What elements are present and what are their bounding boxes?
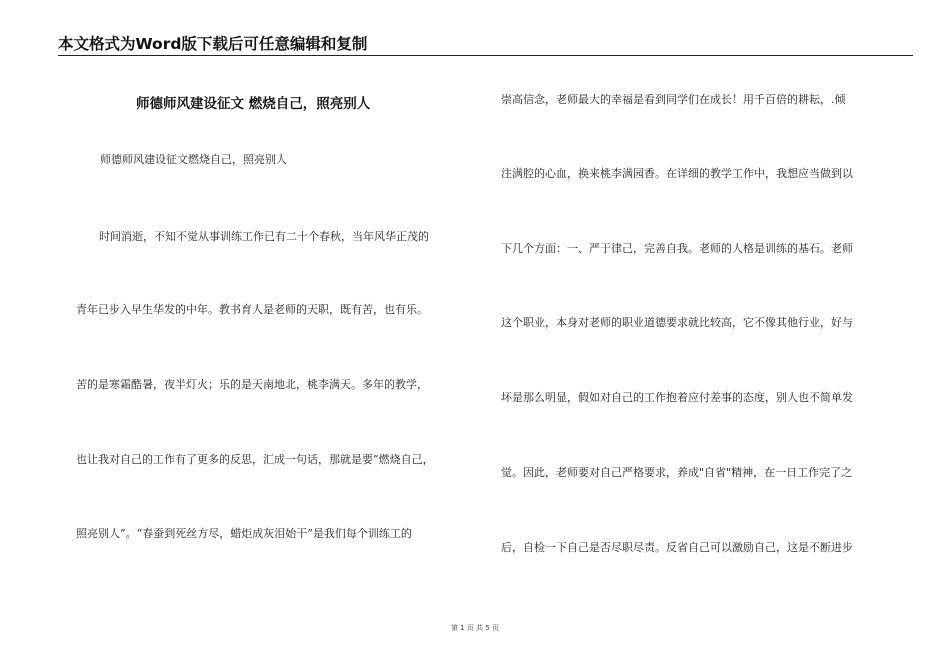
paragraph-line: 青年已步入早生华发的中年。教书育人是老师的天职，既有苦，也有乐。	[76, 303, 428, 316]
paragraph-line: 坏是那么明显，假如对自己的工作抱着应付差事的态度，别人也不简单发	[501, 391, 853, 404]
paragraph-line: 这个职业，本身对老师的职业道德要求就比较高，它不像其他行业，好与	[501, 316, 853, 329]
article-title: 师德师风建设征文 燃烧自己，照亮别人	[136, 96, 371, 112]
document-banner: 本文格式为Word版下载后可任意编辑和复制	[58, 35, 368, 53]
paragraph-line: 崇高信念，老师最大的幸福是看到同学们在成长！用千百倍的耕耘，.倾	[501, 93, 846, 106]
paragraph-line: 师德师风建设征文燃烧自己，照亮别人	[100, 153, 287, 166]
paragraph-line: 时间消逝，不知不觉从事训练工作已有二十个春秋，当年风华正茂的	[99, 230, 429, 243]
paragraph-line: 苦的是寒霜酷暑，夜半灯火；乐的是天南地北，桃李满天。多年的教学，	[76, 378, 428, 391]
paragraph-line: 注满腔的心血，换来桃李满园香。在详细的教学工作中，我想应当做到以	[501, 167, 853, 180]
paragraph-line: 觉。因此，老师要对自己严格要求，养成"自省"精神，在一日工作完了之	[501, 466, 853, 479]
paragraph-line: 下几个方面：一、严于律己，完善自我。老师的人格是训练的基石。老师	[501, 242, 853, 255]
paragraph-line: 照亮别人”。“春蚕到死丝方尽，蜡炬成灰泪始干”是我们每个训练工的	[76, 527, 412, 540]
paragraph-line: 也让我对自己的工作有了更多的反思，汇成一句话，那就是要“燃烧自己，	[76, 453, 434, 466]
page-indicator: 第 1 页 共 5 页	[450, 624, 500, 632]
paragraph-line: 后，自检一下自己是否尽职尽责。反省自己可以激励自己，这是不断进步	[501, 541, 853, 554]
header-divider	[58, 55, 913, 56]
